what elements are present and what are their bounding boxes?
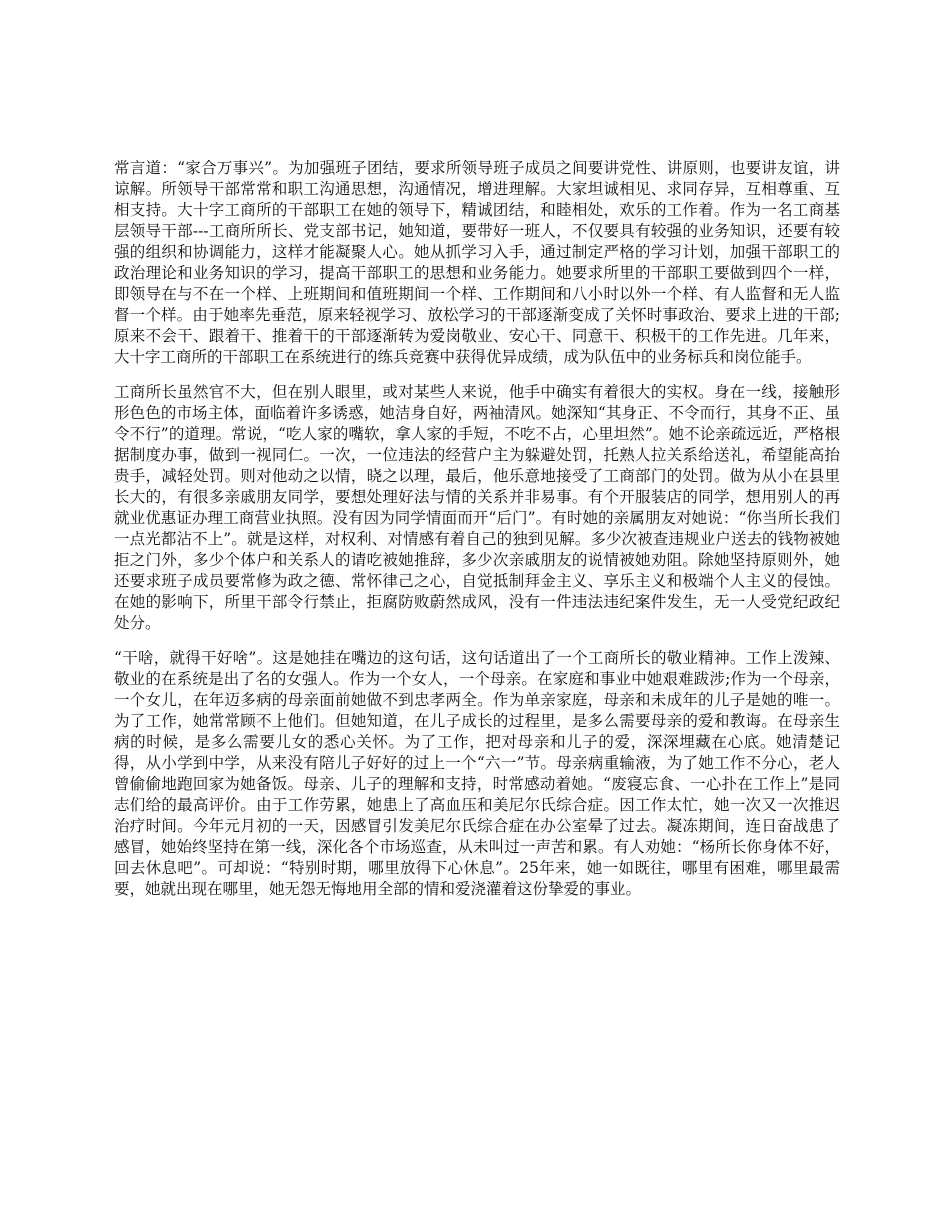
document-page [114,158,840,914]
paragraph-1: 常言道：“家合万事兴”。为加强班子团结，要求所领导班子成员之间要讲党性、讲原则，也要讲友谊，讲谅解。所领导干部常常和职工沟通思想，沟通情况，增进理解。大家坦诚相见、求同存异，互相尊重、互相支持。大十字工商所的干部职工在她的领导下，精诚团结，和睦相处，欢乐的工作着。作为一名工商基层领导干部---工商所所长、党支部书记，她知道，要带好一班人，不仅要具有较强的业务知识，还要有较强的组织和协调能力，这样才能凝聚人心。她从抓学习入手，通过制定严格的学习计划，加强干部职工的政治理论和业务知识的学习，提高干部职工的思想和业务能力。她要求所里的干部职工要做到四个一样，即领导在与不在一个样、上班期间和值班期间一个样、工作期间和八小时以外一个样、有人监督和无人监督一个样。由于她率先垂范，原来轻视学习、放松学习的干部逐渐变成了关怀时事政治、要求上进的干部;原来不会干、跟着干、推着干的干部逐渐转为爱岗敬业、安心干、同意干、积极干的工作先进。几年来，大十字工商所的干部职工在系统进行的练兵竞赛中获得优异成绩，成为队伍中的业务标兵和岗位能手。 [114,159,840,366]
paragraph-3: “干啥，就得干好啥”。这是她挂在嘴边的这句话，这句话道出了一个工商所长的敬业精神。工作上泼辣、敬业的在系统是出了名的女强人。作为一个女人，一个母亲。在家庭和事业中她艰难跋涉;作为一个母亲，一个女儿，在年迈多病的母亲面前她做不到忠孝两全。作为单亲家庭，母亲和未成年的儿子是她的唯一。为了工作，她常常顾不上他们。但她知道，在儿子成长的过程里，是多么需要母亲的爱和教诲。在母亲生病的时候，是多么需要儿女的悉心关怀。为了工作，把对母亲和儿子的爱，深深埋藏在心底。她清楚记得，从小学到中学，从来没有陪儿子好好的过上一个“六一”节。母亲病重输液，为了她工作不分心，老人曾偷偷地跑回家为她备饭。母亲、儿子的理解和支持，时常感动着她。“废寝忘食、一心扑在工作上”是同志们给的最高评价。由于工作劳累，她患上了高血压和美尼尔氏综合症。因工作太忙，她一次又一次推迟治疗时间。今年元月初的一天，因感冒引发美尼尔氏综合症在办公室晕了过去。凝冻期间，连日奋战患了感冒，她始终坚持在第一线，深化各个市场巡查，从未叫过一声苦和累。有人劝她：“杨所长你身体不好，回去休息吧”。可却说：“特别时期，哪里放得下心休息”。25年来，她一如既往，哪里有困难，哪里最需要，她就出现在哪里，她无怨无悔地用全部的情和爱浇灌着这份挚爱的事业。 [114,649,840,898]
paragraph-2: 工商所长虽然官不大，但在别人眼里，或对某些人来说，他手中确实有着很大的实权。身在一线，接触形形色色的市场主体，面临着许多诱惑，她洁身自好，两袖清风。她深知“其身正、不令而行，其身不正、虽令不行”的道理。常说，“吃人家的嘴软，拿人家的手短，不吃不占，心里坦然”。她不论亲疏远近，严格根据制度办事，做到一视同仁。一次，一位违法的经营户主为躲避处罚，托熟人拉关系给送礼，希望能高抬贵手，减轻处罚。则对他动之以情，晓之以理，最后，他乐意地接受了工商部门的处罚。做为从小在县里长大的，有很多亲戚朋友同学，要想处理好法与情的关系并非易事。有个开服装店的同学，想用别人的再就业优惠证办理工商营业执照。没有因为同学情面而开“后门”。有时她的亲属朋友对她说：“你当所长我们一点光都沾不上”。就是这样，对权利、对情感有着自己的独到见解。多少次被查违规业户送去的钱物被她拒之门外，多少个体户和关系人的请吃被她推辞，多少次亲戚朋友的说情被她劝阻。除她坚持原则外，她还要求班子成员要常修为政之德、常怀律己之心，自觉抵制拜金主义、享乐主义和极端个人主义的侵蚀。在她的影响下，所里干部令行禁止，拒腐防败蔚然成风，没有一件违法违纪案件发生，无一人受党纪政纪处分。 [114,383,840,632]
